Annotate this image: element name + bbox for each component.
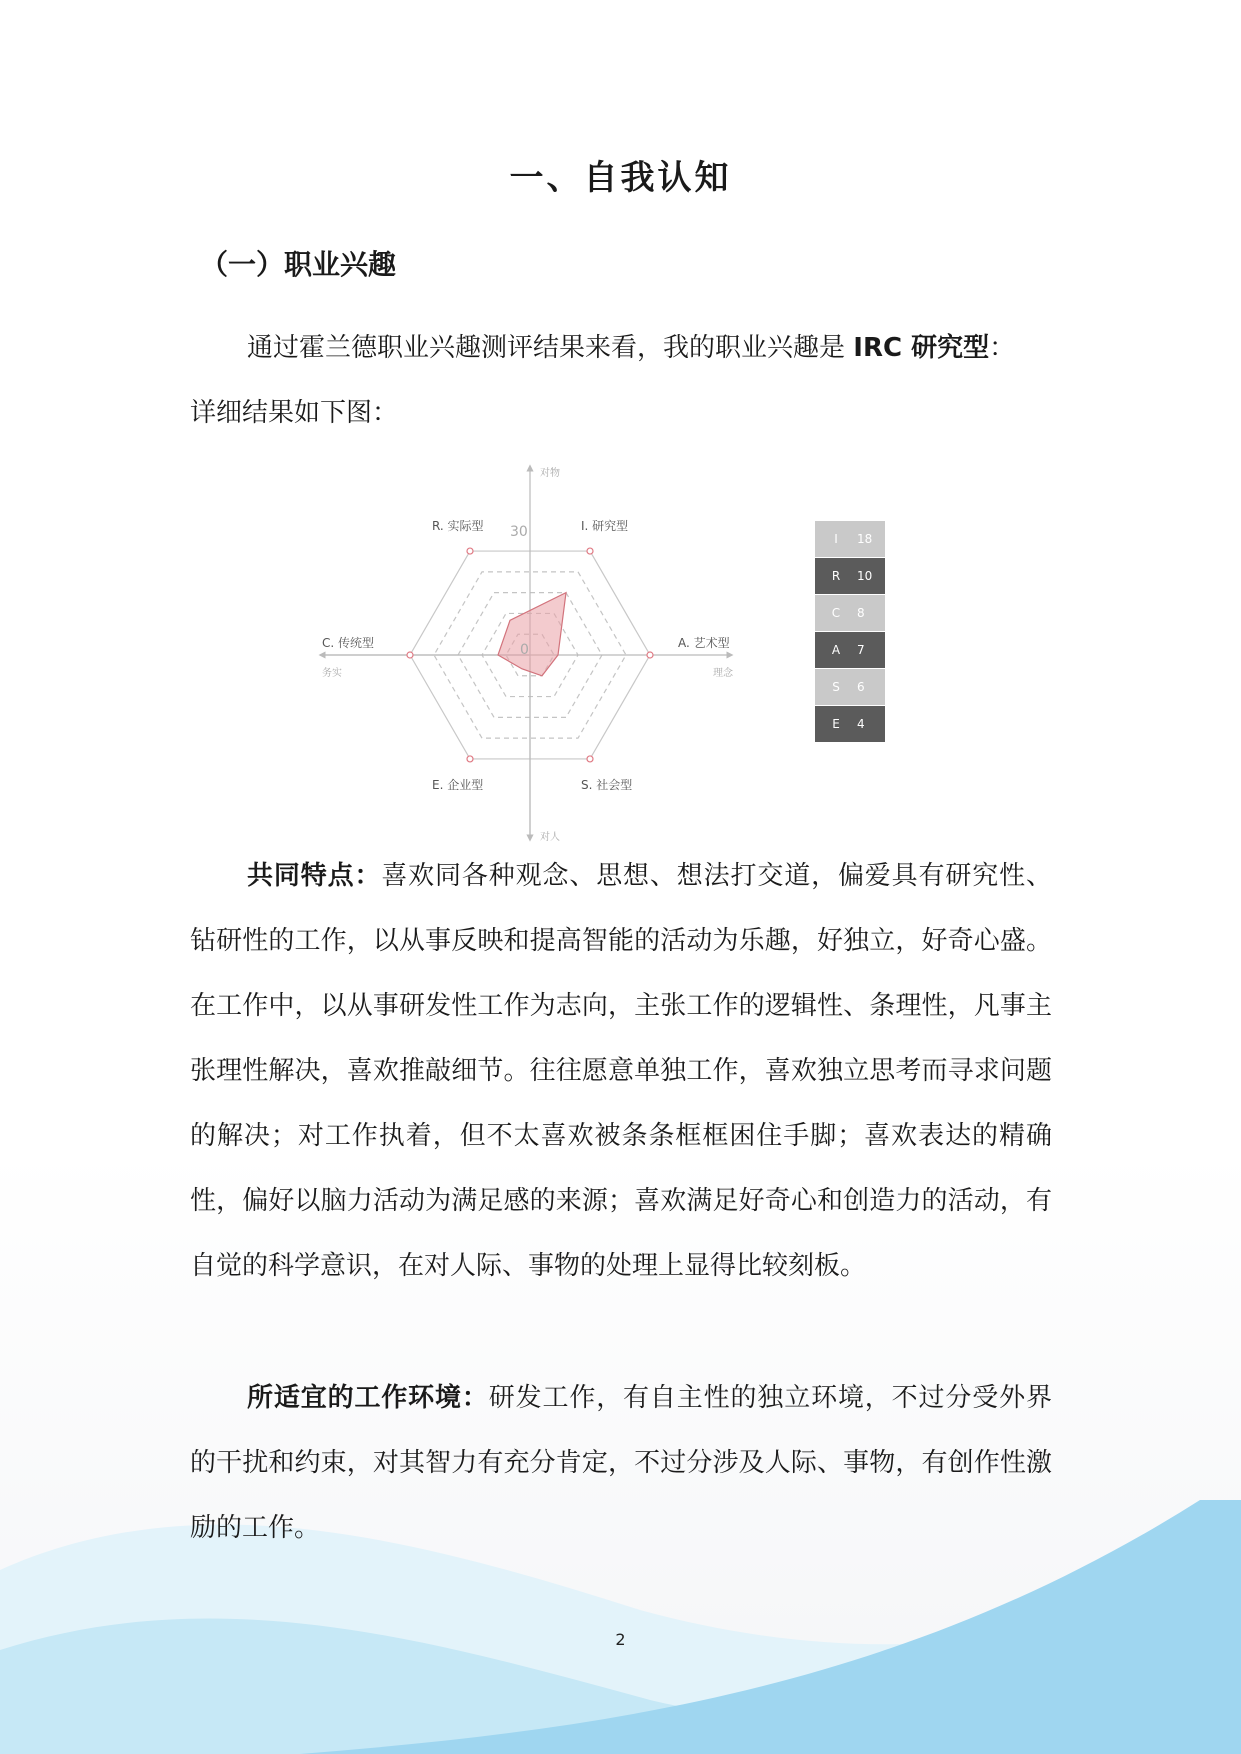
axis-label-top: 对物 [540,468,560,479]
score-code: S [832,680,840,694]
axis-label-left: 务实 [322,668,342,679]
category-label-e: E. 企业型 [432,778,484,792]
environment-text: 研发工作，有自主性的独立环境，不过分受外界的干扰和约束，对其智力有充分肯定，不过分涉及人际、事物，有创作性激励的工作。 [190,1383,1052,1543]
score-code: A [831,643,841,657]
radar-vertex-dot [467,548,473,554]
environment-paragraph [190,1366,1052,1561]
radar-vertex-dot [647,652,653,658]
holland-radar-chart [300,458,750,858]
common-traits-text: 喜欢同各种观念、思想、想法打交道，偏爱具有研究性、钻研性的工作，以从事反映和提高智能的活动为乐趣，好独立，好奇心盛。在工作中，以从事研发性工作为志向，主张工作的逻辑性、条理性，凡事主张理性解决，喜欢推敲细节。往往愿意单独工作，喜欢独立思考而寻求问题的解决；对工作执着，但不太喜欢被条条框框困住手脚；喜欢表达的精确性，偏好以脑力活动为满足感的来源；喜欢满足好奇心和创造力的活动，有自觉的科学意识，在对人际、事物的处理上显得比较刻板。 [190,861,1052,1281]
score-row-s [815,669,885,705]
score-row-a [815,632,885,668]
environment-label: 所适宜的工作环境： [247,1383,489,1413]
score-value: 10 [857,569,873,583]
intro-text: 通过霍兰德职业兴趣测评结果来看，我的职业兴趣是 [247,333,854,363]
category-label-s: S. 社会型 [581,778,633,792]
radar-data [498,593,566,676]
score-code: E [832,717,840,731]
axis-label-right: 理念 [713,668,733,679]
scale-min-label: 0 [520,642,529,658]
interest-type: IRC 研究型 [853,333,990,363]
category-label-i: I. 研究型 [581,519,629,533]
score-code: R [831,569,841,583]
score-code: C [831,606,841,620]
radar-vertex-dot [587,756,593,762]
score-table [815,521,885,743]
intro-text-2: 详细结果如下图： [190,398,399,428]
radar-vertex-dot [587,548,593,554]
score-code: I [834,532,838,546]
score-row-i [815,521,885,557]
category-label-c: C. 传统型 [322,636,375,650]
axis-label-bottom: 对人 [540,832,560,843]
score-value: 8 [857,606,865,620]
common-traits-paragraph [190,844,1052,1299]
score-value: 6 [857,680,865,694]
page-title: 一、自我认知 [509,158,732,198]
radar-vertex-dot [407,652,413,658]
page-number: 2 [615,1630,626,1649]
score-value: 4 [857,717,865,731]
score-row-r [815,558,885,594]
intro-colon: ： [989,333,1016,363]
radar-data-polygon [498,593,566,676]
score-row-e [815,706,885,742]
intro-paragraph [190,316,1052,446]
score-value: 18 [857,532,873,546]
score-row-c [815,595,885,631]
common-traits-label: 共同特点： [247,861,382,891]
radar-vertex-dot [467,756,473,762]
score-value: 7 [857,643,865,657]
category-label-a: A. 艺术型 [678,636,730,650]
category-label-r: R. 实际型 [432,519,484,533]
scale-max-label: 30 [510,524,528,540]
section-heading: （一）职业兴趣 [200,248,397,281]
